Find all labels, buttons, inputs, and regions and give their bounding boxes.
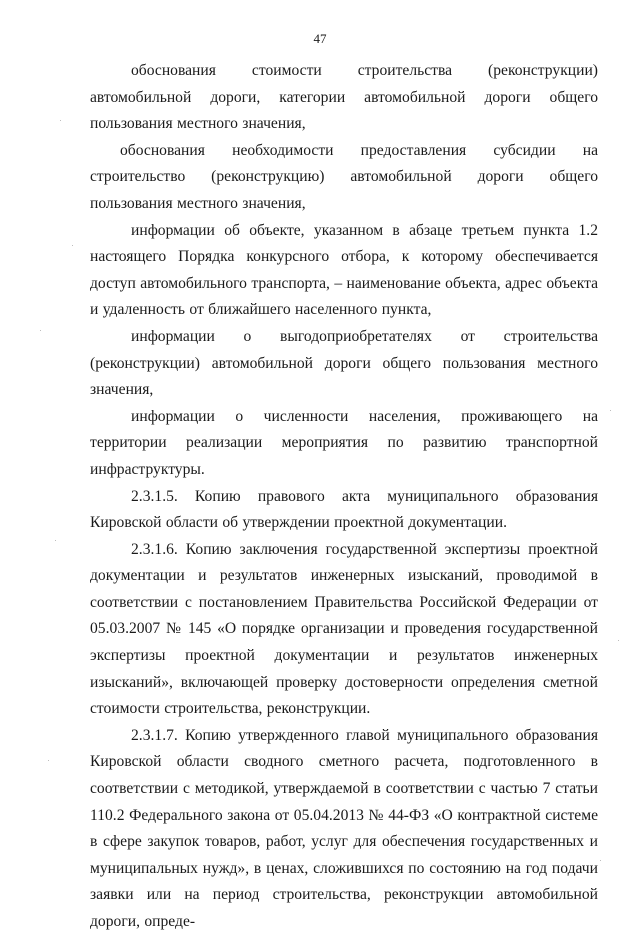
paragraph-cost-justification: обоснования стоимости строительства (реконструкции) автомобильной дороги, категории автомобильной дороги общего пользования местного значения, [90,62,598,133]
scan-speck [55,540,56,541]
paragraph-2-3-1-7: 2.3.1.7. Копию утвержденного главой муниципального образования Кировской области сводного сметного расчета, подготовленного в соответствии с методикой, утверждаемой в соответствии с частью 7 статьи 110.2 Федерального закона от 05.04.2013 № 44-ФЗ «О контрактной системе в сфере закупок товаров, работ, услуг для обеспечения государственных и муниципальных нужд», в ценах, сложившихся по состоянию на год подачи заявки или на период строительства, реконструкции автомобильной дороги, опреде- [90,726,598,930]
document-body [90,58,598,936]
paragraph-2-3-1-5: 2.3.1.5. Копию правового акта муниципального образования Кировской области об утверждении проектной документации. [90,487,598,532]
paragraph-beneficiaries: информации о выгодоприобретателях от строительства (реконструкции) автомобильной дороги общего пользования местного значения, [90,327,598,399]
paragraph-object-information: информации об объекте, указанном в абзаце третьем пункта 1.2 настоящего Порядка конкурсного отбора, к которому обеспечивается доступ автомобильного транспорта, – наименование объекта, адрес объекта и удаленность от ближайшего населенного пункта, [90,221,598,319]
scan-speck [610,410,611,411]
scan-speck [72,245,73,246]
page-number: 47 [313,31,327,46]
scan-speck [60,120,61,121]
scan-speck [40,330,41,331]
paragraph-subsidy-justification: обоснования необходимости предоставления субсидии на строительство (реконструкцию) автомобильной дороги общего пользования местного значения, [90,141,598,212]
scan-speck [48,760,49,761]
scan-speck [618,640,619,641]
paragraph-population: информации о численности населения, проживающего на территории реализации мероприятия по развитию транспортной инфраструктуры. [90,407,598,478]
paragraph-2-3-1-6: 2.3.1.6. Копию заключения государственной экспертизы проектной документации и результатов инженерных изысканий, проводимой в соответствии с постановлением Правительства Российской Федерации от 05.03.2007 № 145 «О порядке организации и проведения государственной экспертизы проектной документации и результатов инженерных изысканий», включающей проверку достоверности определения сметной стоимости строительства, реконструкции. [90,540,598,718]
scan-speck [600,860,601,861]
